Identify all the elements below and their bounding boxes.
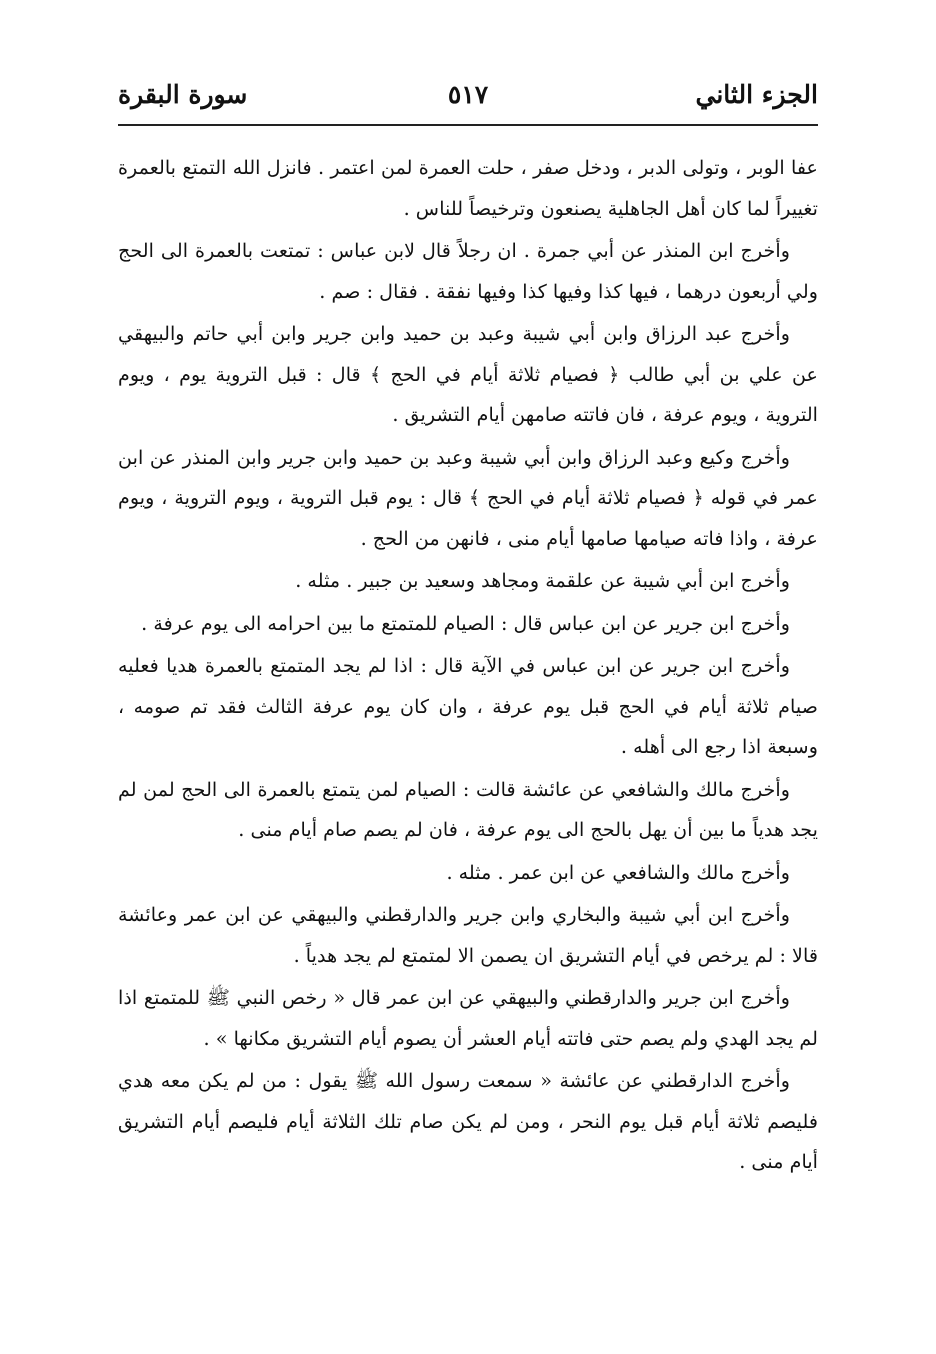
paragraph: وأخرج عبد الرزاق وابن أبي شيبة وعبد بن حميد وابن جرير وابن أبي حاتم والبيهقي عن علي بن أبي طالب ﴿ فصيام ثلاثة أيام في الحج ﴾ قال : قبل التروية يوم ، ويوم التروية ، ويوم عرفة ، فان فاتته صامهن أيام التشريق .: [118, 322, 818, 426]
paragraph: وأخرج مالك والشافعي عن عائشة قالت : الصيام لمن يتمتع بالعمرة الى الحج لمن لم يجد هدياً ما بين أن يهل بالحج الى يوم عرفة ، فان لم يصم صام أيام منى .: [118, 777, 818, 841]
part-title: الجزء الثاني: [695, 80, 818, 109]
paragraph: وأخرج ابن جرير عن ابن عباس قال : الصيام للمتمتع ما بين احرامه الى يوم عرفة .: [141, 611, 790, 635]
paragraph: وأخرج مالك والشافعي عن ابن عمر . مثله .: [446, 860, 790, 884]
paragraph: وأخرج ابن أبي شيبة والبخاري وابن جرير والدارقطني والبيهقي عن ابن عمر وعائشة قالا : لم يرخص في أيام التشريق ان يصمن الا لمتمتع لم يجد هدياً .: [118, 903, 818, 967]
paragraph: وأخرج ابن المنذر عن أبي جمرة . ان رجلاً قال لابن عباس : تمتعت بالعمرة الى الحج ولي أربعون درهما ، فيها كذا وفيها كذا وفيها نفقة . فقال : صم .: [118, 239, 818, 303]
header-divider: [118, 124, 818, 126]
page-number: ٥١٧: [447, 80, 489, 109]
paragraph: وأخرج ابن أبي شيبة عن علقمة ومجاهد وسعيد بن جبير . مثله .: [295, 569, 790, 592]
paragraph: وأخرج الدارقطني عن عائشة « سمعت رسول الله ﷺ يقول : من لم يكن معه هدي فليصم ثلاثة أيام قبل يوم النحر ، ومن لم يكن صام تلك الثلاثة أيام فليصم أيام التشريق أيام منى .: [118, 1069, 818, 1173]
paragraph: عفا الوبر ، وتولى الدبر ، ودخل صفر ، حلت العمرة لمن اعتمر . فانزل الله التمتع بالعمرة تغييراً لما كان أهل الجاهلية يصنعون وترخيصاً للناس .: [118, 156, 818, 220]
paragraph: وأخرج وكيع وعبد الرزاق وابن أبي شيبة وعبد بن حميد وابن جرير وابن المنذر عن ابن عمر في قوله ﴿ فصيام ثلاثة أيام في الحج ﴾ قال : يوم قبل التروية ، ويوم التروية ، ويوم عرفة ، واذا فاته صيامها صامها أيام منى ، فانهن من الحج .: [118, 445, 818, 550]
paragraph: وأخرج ابن جرير والدارقطني والبيهقي عن ابن عمر قال « رخص النبي ﷺ للمتمتع اذا لم يجد الهدي ولم يصم حتى فاتته أيام العشر أن يصوم أيام التشريق مكانها » .: [118, 986, 818, 1050]
page-body: [118, 148, 818, 1294]
page-header: [118, 72, 818, 116]
paragraph: وأخرج ابن جرير عن ابن عباس في الآية قال : اذا لم يجد المتمتع بالعمرة هديا فعليه صيام ثلاثة أيام في الحج قبل يوم عرفة ، وان كان يوم عرفة الثالث فقد تم صومه ، وسبعة اذا رجع الى أهله .: [118, 654, 818, 758]
surah-title: سورة البقرة: [118, 80, 248, 109]
